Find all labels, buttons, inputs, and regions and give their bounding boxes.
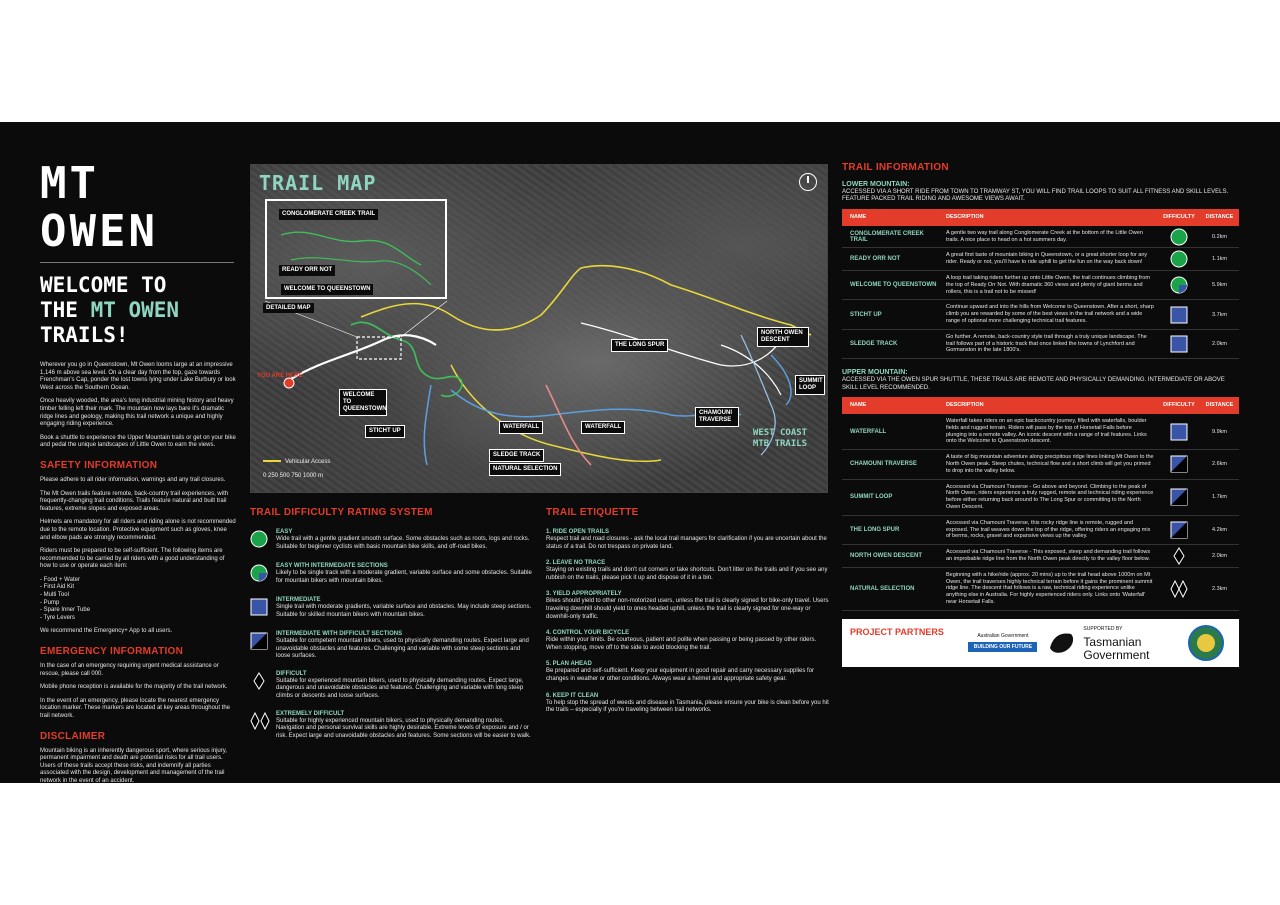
trail-name: SUMMIT LOOP (850, 494, 893, 501)
emergency-paragraph: In the event of an emergency, please locate the nearest emergency location marker. These markers are located at key areas throughout the trail network. (40, 697, 230, 719)
upper-mountain-desc: ACCESSED VIA THE OWEN SPUR SHUTTLE, THESE TRAILS ARE REMOTE AND PHYSICALLY DEMANDING. INTERMEDIATE OR ABOVE SKILL LEVEL RECOMMENDED. (842, 377, 1225, 391)
difficult-diamond-icon (250, 672, 268, 690)
map-label-summit: SUMMIT LOOP (795, 375, 825, 395)
etiquette-item: 5. PLAN AHEAD Be prepared and self-sufficient. Keep your equipment in good repair and carry necessary supplies for changes in weather or other conditions. Always wear a helmet and appropriate safety gear. (546, 661, 815, 682)
rating-row: EXTREMELY DIFFICULT Suitable for highly experienced mountain bikers, used to physically demanding routes. Navigation and personal survival skills are highly desirable. Extreme levels of exposure and / or risk. Expect large and unavoidable obstacles and features. Some sections will be easier to walk. (250, 710, 534, 741)
trail-row (842, 330, 1239, 359)
upper-table-body (842, 414, 1239, 611)
intermediate-square-icon (1169, 334, 1189, 354)
map-label-welcome-inset: WELCOME TO QUEENSTOWN (281, 284, 373, 295)
trail-difficulty (1158, 249, 1200, 269)
lower-table-header: NAME DESCRIPTION DIFFICULTY DISTANCE (842, 209, 1239, 226)
trail-difficulty (1158, 275, 1200, 295)
lower-table-body (842, 226, 1239, 359)
rating-row: EASY Wide trail with a gentle gradient smooth surface. Some obstacles such as roots, logs and rocks. Suitable for beginner cyclists with basic mountain bike skills, and off-road bikes. (250, 528, 534, 553)
trail-name: WELCOME TO QUEENSTOWN (850, 282, 937, 289)
rating-row: DIFFICULT Suitable for experienced mountain bikers, used to physically demanding routes. Expect large, dangerous and unavoidable obstacles and features. Challenging and variable with long steep climbs or descents and loose surfaces. (250, 670, 534, 701)
kit-item: - Multi Tool (40, 592, 69, 599)
club-logo: WEST COAST MTB TRAILS (752, 428, 808, 449)
trail-row (842, 414, 1239, 450)
map-legend: Vehicular Access (263, 459, 330, 465)
intro-paragraph: Once heavily wooded, the area's long industrial mining history and heavy timber felling left their mark. The mountain now lays bare it's dramatic ridge lines and geology, making this trail network a unique and highly engaging riding experience. (40, 398, 234, 428)
kit-item: - Tyre Levers (40, 614, 75, 621)
lower-mountain-heading: LOWER MOUNTAIN: (842, 181, 910, 188)
trail-description: A gentle two way trail along Conglomerate Creek at the bottom of the Little Owen trails. A nice place to head on a hot summers day. (946, 229, 1143, 243)
trail-name: WATERFALL (850, 428, 887, 435)
easy-circle-icon (1169, 227, 1189, 247)
trail-description: A great first taste of mountain biking in Queenstown, or a great shorter loop for any rider. Ready or not, you'll have to ride uphill to get the fun on the way back down! (946, 252, 1148, 266)
trail-difficulty (1158, 546, 1200, 566)
detail-map-caption: DETAILED MAP (263, 303, 314, 313)
trail-description: A taste of big mountain adventure along precipitous ridge lines linking Mt Owen to the North Owen peak. Steep chutes, technical flow and a short climb will get you primed to drop into the valley below. (946, 454, 1154, 474)
australian-government-logo: Australian Government BUILDING OUR FUTURE (968, 633, 1037, 652)
trail-distance: 4.2km (1212, 526, 1227, 533)
trail-difficulty (1158, 487, 1200, 507)
welcome-heading (40, 273, 236, 348)
etiquette-item: 4. CONTROL YOUR BICYCLE Ride within your limits. Be courteous, patient and polite when passing or being passed by other riders. When stopping, move off to the side to avoid blocking the trail. (546, 630, 817, 651)
trail-name: CHAMOUNI TRAVERSE (850, 461, 917, 468)
kit-list (40, 577, 236, 623)
trail-row (842, 545, 1239, 568)
trail-distance: 5.9km (1212, 282, 1227, 289)
map-label-long-spur: THE LONG SPUR (611, 339, 668, 352)
trail-description: Continue upward and into the hills from Welcome to Queenstown. After a short, sharp climb you are rewarded by some of the best views in the trail network and a wide range of optional more challenging technical trail features. (946, 304, 1154, 324)
rating-row: INTERMEDIATE WITH DIFFICULT SECTIONS Suitable for competent mountain bikers, used to physically demanding routes. Expect large and unavoidable obstacles and features. Challenging and variable with some steep sections and loose surfaces. (250, 630, 534, 661)
trail-difficulty (1158, 334, 1200, 354)
partners-title: PROJECT PARTNERS (850, 626, 944, 637)
trail-description: A loop trail taking riders further up onto Little Owen, the trail continues climbing from the top of Ready Orr Not. With dramatic 360 views and plenty of giant berms and rollers, this is a trail not to be missed! (946, 275, 1150, 295)
intermediate-difficult-icon (250, 632, 268, 650)
trail-name: READY ORR NOT (850, 256, 901, 263)
emergency-heading: EMERGENCY INFORMATION (40, 646, 184, 658)
trail-distance: 2.3km (1212, 585, 1227, 592)
map-scale: 0 250 500 750 1000 m (263, 473, 324, 479)
trail-distance: 3.7km (1212, 311, 1227, 318)
trail-difficulty (1158, 305, 1200, 325)
disclaimer-text: Mountain biking is an inherently dangerous sport, where serious injury, permanent impairment and death are potential risks for all trail users. Users of these trails accept these risks, and indemnify all parties associated with the design, development and management of the trail network in the event of an accident. (40, 747, 227, 784)
kit-item: - Spare Inner Tube (40, 607, 91, 614)
etiquette-item: 3. YIELD APPROPRIATELY Bikes should yield to other non-motorized users, unless the trail is clearly signed for bike-only travel. Users traveling downhill should yield to ones headed uphill, unless the trail is clearly signed for one-way or downhill-only traffic. (546, 591, 829, 620)
easy-circle-icon (250, 530, 268, 548)
map-title: TRAIL MAP (259, 171, 377, 195)
intermediate-square-icon (1169, 422, 1189, 442)
trail-row (842, 450, 1239, 479)
trail-row (842, 226, 1239, 249)
trail-difficulty (1158, 579, 1200, 599)
map-label-natural: NATURAL SELECTION (489, 463, 561, 476)
trail-name: CONGLOMERATE CREEK TRAIL (850, 230, 924, 243)
lower-mountain-desc: ACCESSED VIA A SHORT RIDE FROM TOWN TO TRAMWAY ST, YOU WILL FIND TRAIL LOOPS TO SUIT ALL FITNESS AND SKILL LEVELS. FEATURE PACKED TRAIL RIDING AND AWESOME VIEWS AWAIT. (842, 189, 1229, 203)
rating-row: EASY WITH INTERMEDIATE SECTIONS Likely to be single track with a moderate gradient, variable surface and some obstacles. Suitable for mountain bikers with mountain bikes. (250, 562, 534, 587)
trail-row (842, 568, 1239, 611)
trail-difficulty (1158, 454, 1200, 474)
intermediate-difficult-icon (1169, 520, 1189, 540)
welcome-line3: TRAILS! (40, 323, 129, 347)
disclaimer-heading: DISCLAIMER (40, 730, 106, 742)
intermediate-square-icon (250, 598, 268, 616)
rating-title: TRAIL DIFFICULTY RATING SYSTEM (250, 507, 433, 518)
trail-distance: 2.0km (1212, 552, 1227, 559)
map-label-sledge: SLEDGE TRACK (489, 449, 544, 462)
trail-distance: 0.2km (1212, 233, 1227, 240)
council-seal-icon (1188, 625, 1224, 661)
trail-map (250, 164, 828, 493)
intermediate-square-icon (1169, 305, 1189, 325)
trail-name: SLEDGE TRACK (850, 340, 898, 347)
map-label-waterfall: WATERFALL (581, 421, 625, 434)
safety-paragraph: Helmets are mandatory for all riders and riding alone is not recommended due to the remote location. Protective equipment such as gloves, knee and elbow pads are strongly recommended. (40, 519, 236, 541)
trail-distance: 2.6km (1212, 461, 1227, 468)
map-label-sticht: STICHT UP (365, 425, 405, 438)
map-label-chamouni: CHAMOUNI TRAVERSE (695, 407, 739, 427)
rating-row: INTERMEDIATE Single trail with moderate gradients, variable surface and obstacles. May include steep sections. Suitable for skilled mountain bikers with mountain bikes. (250, 596, 534, 621)
welcome-line1: WELCOME TO (40, 273, 167, 297)
map-label-north-owen: NORTH OWEN DESCENT (757, 327, 809, 347)
etiquette-item: 6. KEEP IT CLEAN To help stop the spread of weeds and disease in Tasmania, please ensure your bike is clean before you hit the trails – especially if you're traveling between trail networks. (546, 692, 829, 714)
trail-description: Go further. A remote, back-country style trail through a truly unique landscape. The trail follows part of a historic track that once linked the towns of Lynchford and Gormanston in the late 1800's. (946, 333, 1147, 354)
trail-row (842, 480, 1239, 516)
trail-name: NORTH OWEN DESCENT (850, 552, 922, 559)
trail-description: Waterfall takes riders on an epic backcountry journey, filled with waterfalls, boulder fields and rugged terrain. Riders will pass by the top of Horsetail Falls before plunging into a remote valley. An iconic descent with a range of trail features. Links onto the Welcome to Queenstown descent. (946, 417, 1147, 445)
project-partners (842, 619, 1239, 667)
trail-row (842, 248, 1239, 271)
emergency-paragraph: In the case of an emergency requiring urgent medical assistance or rescue, please call 000. (40, 663, 219, 677)
signboard (0, 122, 1280, 783)
vehicular-line-icon (263, 460, 281, 462)
thylacine-icon (1047, 628, 1077, 658)
map-label-conglomerate: CONGLOMERATE CREEK TRAIL (279, 209, 378, 220)
trail-distance: 2.0km (1212, 340, 1227, 347)
safety-heading: SAFETY INFORMATION (40, 459, 158, 471)
map-label-waterfall: WATERFALL (499, 421, 543, 434)
kit-item: - Food + Water (40, 576, 80, 583)
tasmanian-government-logo: SUPPORTED BY Tasmanian Government (1047, 623, 1175, 662)
map-label-ready: READY ORR NOT (279, 265, 335, 276)
kit-item: - First Aid Kit (40, 584, 75, 591)
trail-distance: 1.1km (1212, 256, 1227, 263)
etiquette-title: TRAIL ETIQUETTE (546, 507, 639, 518)
info-title: TRAIL INFORMATION (842, 162, 949, 173)
trail-description: Beginning with a hike/ride (approx. 20 mins) up to the trail head above 1000m on Mt Owen, the trail traverses highly technical terrain before it gains the prominent summit ridge line. The descent that follows is a raw, technical riding experience unlike anything else in Australia. For highly experienced riders only. Links onto 'Waterfall' near Horsetail Falls. (946, 571, 1153, 605)
divider (40, 262, 234, 263)
brand-title: MT OWEN (40, 158, 158, 257)
map-label-welcome: WELCOME TO QUEENSTOWN (339, 389, 387, 416)
welcome-line2: THE MT OWEN (40, 298, 180, 322)
easy-circle-icon (1169, 249, 1189, 269)
trail-description: Accessed via Chamouni Traverse - This exposed, steep and demanding trail follows an improbable ridge line from the North Owen peak directly to the valley floor below. (946, 549, 1151, 562)
trail-description: Accessed via Chamouni Traverse - Go above and beyond. Climbing to the peak of North Owen, riders experience a truly rugged, remote and technical riding experience before either returning back around to The Long Spur or committing to the North Owen Descent. (946, 483, 1154, 510)
west-coast-council-logo (1182, 625, 1231, 661)
intro-paragraph: Book a shuttle to experience the Upper Mountain trails or get on your bike and pedal the unique landscapes of Little Owen to earn the views. (40, 434, 236, 449)
difficulty-rating (250, 507, 534, 749)
trail-difficulty (1158, 227, 1200, 247)
trail-name: THE LONG SPUR (850, 526, 900, 533)
easy-intermediate-icon (1169, 275, 1189, 295)
easy-intermediate-icon (250, 564, 268, 582)
etiquette-item: 2. LEAVE NO TRACE Staying on existing trails and don't cut corners or take shortcuts. Don't litter on the trails and if you see any rubbish on the trails, please pick it up and dispose of it in a bin. (546, 560, 828, 581)
left-column (40, 160, 236, 792)
trail-name: STICHT UP (850, 311, 882, 318)
trail-row (842, 271, 1239, 300)
trail-distance: 9.9km (1212, 428, 1227, 435)
intermediate-difficult-icon (1169, 487, 1189, 507)
trail-information (842, 162, 1239, 667)
kit-item: - Pump (40, 599, 60, 606)
intermediate-difficult-icon (1169, 454, 1189, 474)
trail-distance: 1.7km (1212, 494, 1227, 501)
upper-mountain-heading: UPPER MOUNTAIN: (842, 369, 908, 377)
extreme-double-diamond-icon (250, 712, 270, 730)
trail-difficulty (1158, 422, 1200, 442)
north-arrow-icon (799, 173, 817, 191)
emergency-paragraph: Mobile phone reception is available for the majority of the trail network. (40, 684, 228, 691)
intro-paragraph: Wherever you go in Queenstown, Mt Owen looms large at an impressive 1,146 m above sea level. On a clear day from the top, gaze towards Frenchman's Cap, ponder the lost towns lying under Lake Burbury or look West across the Southern Ocean. (40, 362, 236, 391)
trail-description: Accessed via Chamouni Traverse, this rocky ridge line is remote, rugged and exposed. The trail weaves down the top of the ridge, offering riders an engaging mix of berms, rocks, gravel and expansive views up the valley. (946, 519, 1151, 540)
trail-etiquette (546, 507, 830, 723)
you-are-here-marker: YOU ARE HERE (257, 373, 303, 379)
safety-paragraph: Riders must be prepared to be self-sufficient. The following items are recommended to be carried by all riders with a good understanding of how to use or operate each item: (40, 548, 225, 570)
safety-footer: We recommend the Emergency+ App to all users. (40, 628, 173, 635)
trail-row (842, 300, 1239, 329)
upper-table-header: NAME DESCRIPTION DIFFICULTY DISTANCE (842, 397, 1239, 414)
extreme-double-diamond-icon (1169, 579, 1189, 599)
trail-name: NATURAL SELECTION (850, 585, 915, 592)
etiquette-item: 1. RIDE OPEN TRAILS Respect trail and road closures - ask the local trail managers for clarification if you are uncertain about the status of a trail. Do not trespass on private land. (546, 529, 827, 550)
trail-row (842, 516, 1239, 545)
safety-paragraph: The Mt Owen trails feature remote, back-country trail experiences, with frequently-changing trail conditions. Trails feature natural and built trail features, extreme slopes and exposed areas. (40, 490, 229, 512)
difficult-diamond-icon (1169, 546, 1189, 566)
safety-paragraph: Please adhere to all rider information, warnings and any trail closures. (40, 476, 226, 483)
trail-difficulty (1158, 520, 1200, 540)
